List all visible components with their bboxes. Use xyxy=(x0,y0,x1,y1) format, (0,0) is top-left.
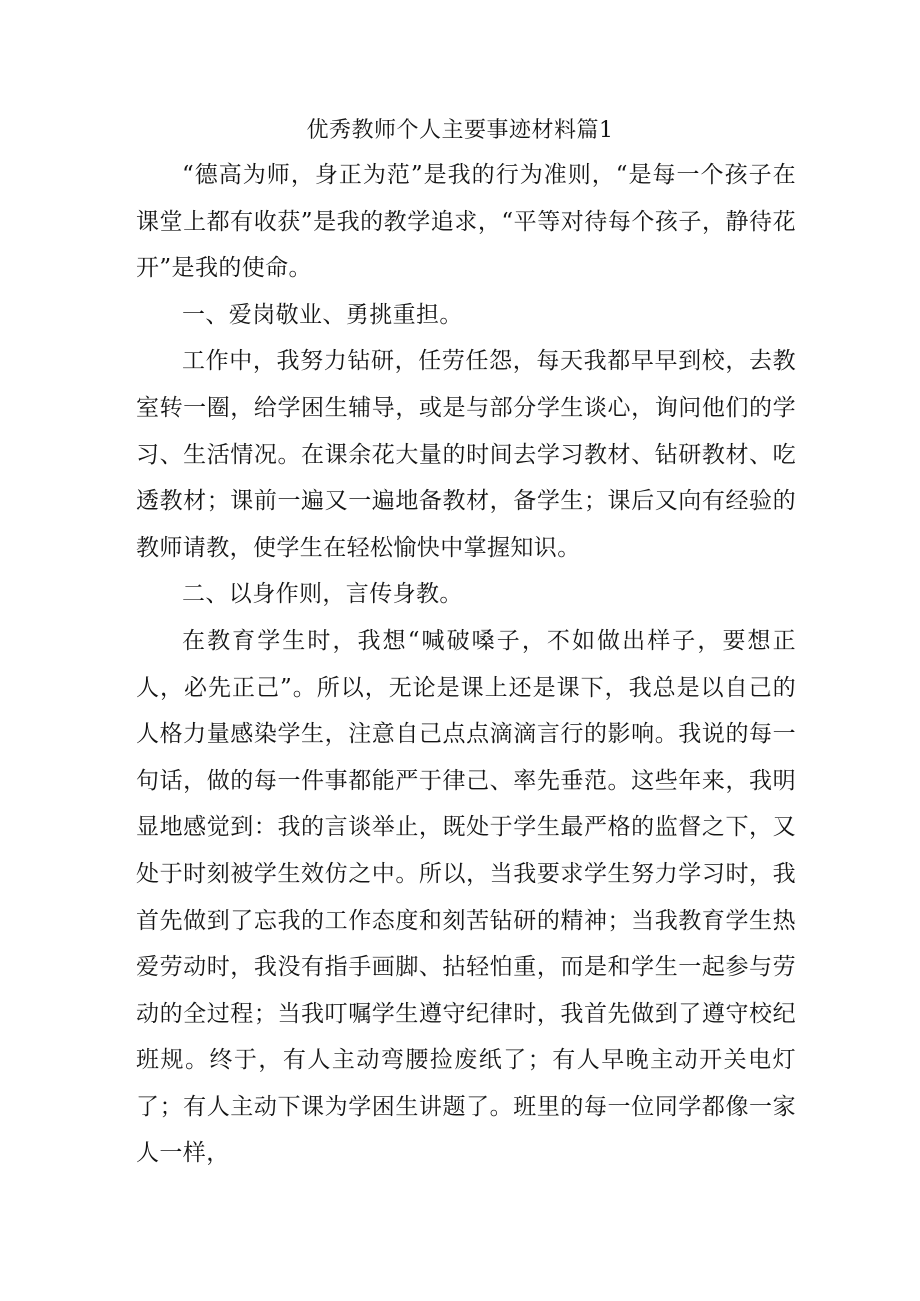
intro-paragraph: “德高为师，身正为范”是我的行为准则，“是每一个孩子在课堂上都有收获”是我的教学追求，“平等对待每个孩子，静待花开”是我的使命。 xyxy=(136,162,796,282)
section-2-paragraph: 在教育学生时，我想“喊破嗓子，不如做出样子，要想正人，必先正己”。所以，无论是课上还是课下，我总是以自己的人格力量感染学生，注意自己点点滴滴言行的影响。我说的每一句话，做的每一件事都能严于律己、率先垂范。这些年来，我明显地感觉到：我的言谈举止，既处于学生最严格的监督之下，又处于时刻被学生效仿之中。所以，当我要求学生努力学习时，我首先做到了忘我的工作态度和刻苦钻研的精神；当我教育学生热爱劳动时，我没有指手画脚、拈轻怕重，而是和学生一起参与劳动的全过程；当我叮嘱学生遵守纪律时，我首先做到了遵守校纪班规。终于，有人主动弯腰捡废纸了；有人早晚主动开关电灯了；有人主动下课为学困生讲题了。班里的每一位同学都像一家人一样， xyxy=(136,627,796,1167)
document-title: 优秀教师个人主要事迹材料篇1 xyxy=(306,118,614,143)
section-heading-2: 二、以身作则，言传身教。 xyxy=(182,581,463,608)
section-1-paragraph: 工作中，我努力钻研，任劳任怨，每天我都早早到校，去教室转一圈，给学困生辅导，或是与部分学生谈心，询问他们的学习、生活情况。在课余花大量的时间去学习教材、钻研教材、吃透教材；课前一遍又一遍地备教材，备学生；课后又向有经验的教师请教，使学生在轻松愉快中掌握知识。 xyxy=(136,348,796,561)
section-heading-1: 一、爱岗敬业、勇挑重担。 xyxy=(182,301,463,328)
document-body xyxy=(136,152,796,1177)
